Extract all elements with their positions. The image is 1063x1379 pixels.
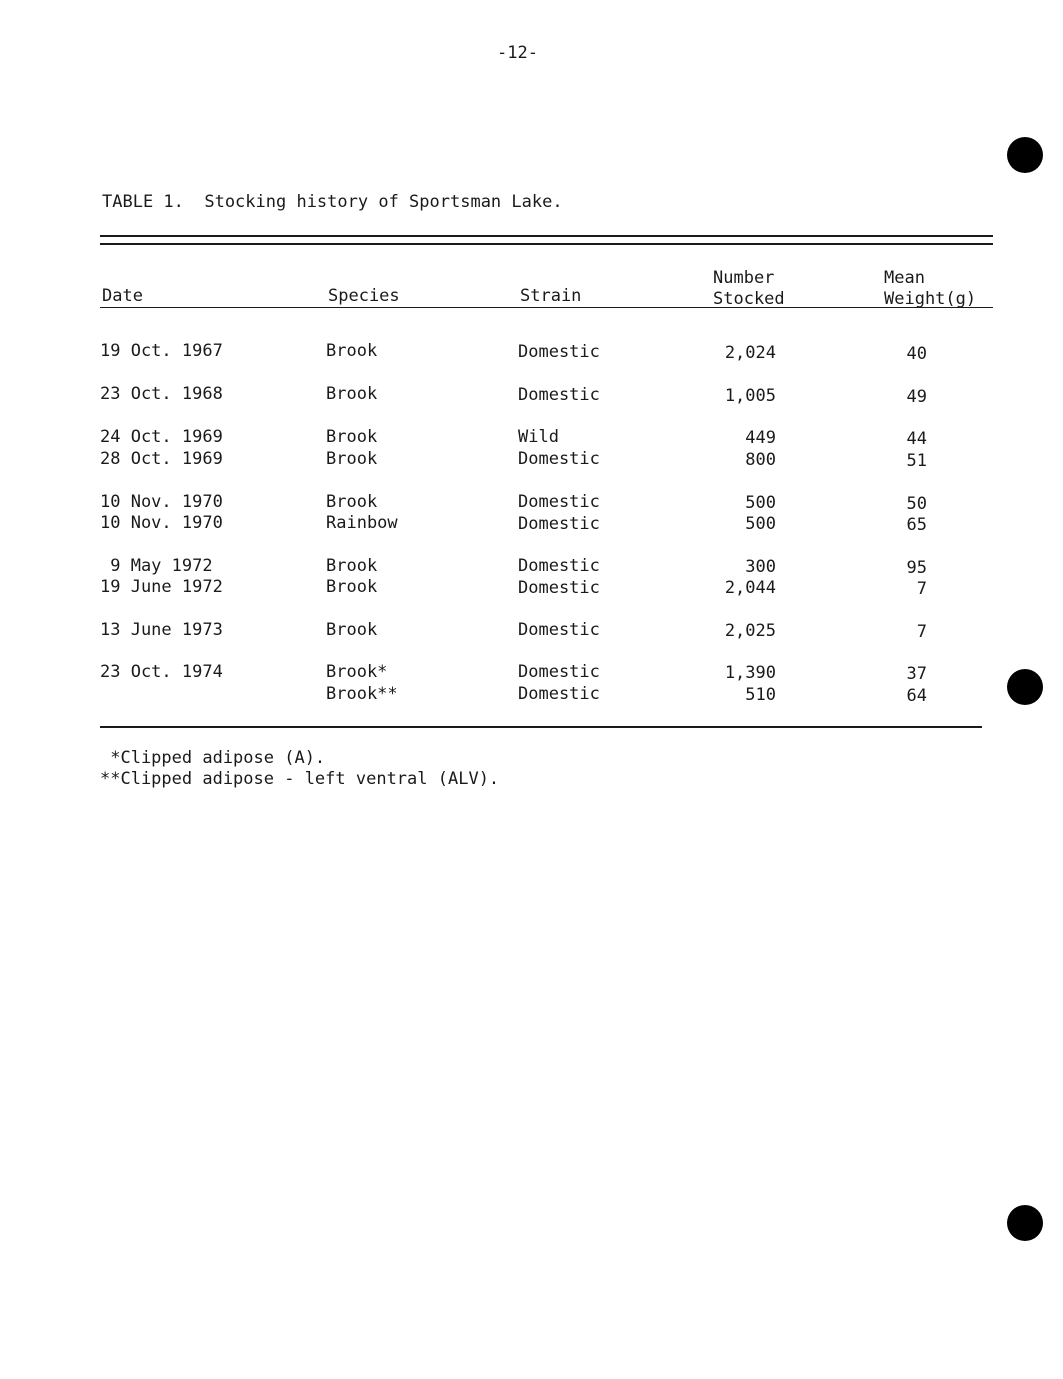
- page-number: -12-: [497, 43, 538, 63]
- cell-species: Brook: [326, 427, 378, 447]
- cell-number-stocked: 2,024: [724, 343, 776, 363]
- table-top-rule-2: [100, 243, 993, 245]
- cell-strain: Domestic: [518, 492, 600, 512]
- cell-mean-weight: 50: [906, 494, 927, 514]
- cell-mean-weight: 7: [916, 622, 927, 642]
- cell-number-stocked: 2,044: [724, 578, 776, 598]
- cell-number-stocked: 300: [745, 557, 776, 577]
- cell-date: 10 Nov. 1970: [100, 492, 223, 512]
- cell-strain: Domestic: [518, 556, 600, 576]
- cell-number-stocked: 510: [745, 685, 776, 705]
- cell-date: 24 Oct. 1969: [100, 427, 223, 447]
- cell-mean-weight: 65: [906, 515, 927, 535]
- table-bottom-rule: [100, 726, 982, 728]
- cell-date: 23 Oct. 1974: [100, 662, 223, 682]
- cell-strain: Domestic: [518, 449, 600, 469]
- cell-species: Brook**: [326, 684, 398, 704]
- header-date: Date: [102, 286, 143, 306]
- cell-strain: Domestic: [518, 385, 600, 405]
- cell-number-stocked: 800: [745, 450, 776, 470]
- cell-strain: Domestic: [518, 578, 600, 598]
- header-mean-weight: Mean Weight(g): [884, 268, 977, 309]
- cell-date: 10 Nov. 1970: [100, 513, 223, 533]
- header-underline: [100, 307, 993, 308]
- punch-hole: [1007, 137, 1043, 173]
- cell-mean-weight: 40: [906, 344, 927, 364]
- cell-date: 9 May 1972: [100, 556, 213, 576]
- cell-species: Brook: [326, 449, 378, 469]
- cell-strain: Domestic: [518, 662, 600, 682]
- header-species: Species: [328, 286, 400, 306]
- cell-strain: Domestic: [518, 684, 600, 704]
- cell-strain: Domestic: [518, 342, 600, 362]
- cell-date: 23 Oct. 1968: [100, 384, 223, 404]
- cell-number-stocked: 1,390: [724, 663, 776, 683]
- cell-mean-weight: 44: [906, 429, 927, 449]
- footnote-double-asterisk: **Clipped adipose - left ventral (ALV).: [100, 769, 500, 789]
- punch-hole: [1007, 1205, 1043, 1241]
- cell-strain: Domestic: [518, 620, 600, 640]
- cell-date: 19 Oct. 1967: [100, 341, 223, 361]
- cell-date: 13 June 1973: [100, 620, 223, 640]
- cell-mean-weight: 7: [916, 579, 927, 599]
- cell-strain: Domestic: [518, 514, 600, 534]
- cell-mean-weight: 64: [906, 686, 927, 706]
- cell-species: Rainbow: [326, 513, 398, 533]
- cell-species: Brook: [326, 492, 378, 512]
- cell-species: Brook*: [326, 662, 388, 682]
- table-caption: TABLE 1. Stocking history of Sportsman Lake.: [102, 192, 563, 212]
- cell-mean-weight: 49: [906, 387, 927, 407]
- cell-species: Brook: [326, 341, 378, 361]
- cell-strain: Wild: [518, 427, 559, 447]
- cell-date: 28 Oct. 1969: [100, 449, 223, 469]
- header-number-stocked: Number Stocked: [713, 268, 785, 309]
- cell-number-stocked: 500: [745, 493, 776, 513]
- cell-number-stocked: 449: [745, 428, 776, 448]
- cell-species: Brook: [326, 577, 378, 597]
- cell-species: Brook: [326, 620, 378, 640]
- cell-mean-weight: 51: [906, 451, 927, 471]
- footnote-single-asterisk: *Clipped adipose (A).: [100, 748, 326, 768]
- cell-mean-weight: 37: [906, 664, 927, 684]
- cell-number-stocked: 500: [745, 514, 776, 534]
- cell-date: 19 June 1972: [100, 577, 223, 597]
- cell-species: Brook: [326, 556, 378, 576]
- header-strain: Strain: [520, 286, 582, 306]
- cell-species: Brook: [326, 384, 378, 404]
- cell-number-stocked: 1,005: [724, 386, 776, 406]
- table-top-rule: [100, 235, 993, 237]
- cell-mean-weight: 95: [906, 558, 927, 578]
- cell-number-stocked: 2,025: [724, 621, 776, 641]
- punch-hole: [1007, 669, 1043, 705]
